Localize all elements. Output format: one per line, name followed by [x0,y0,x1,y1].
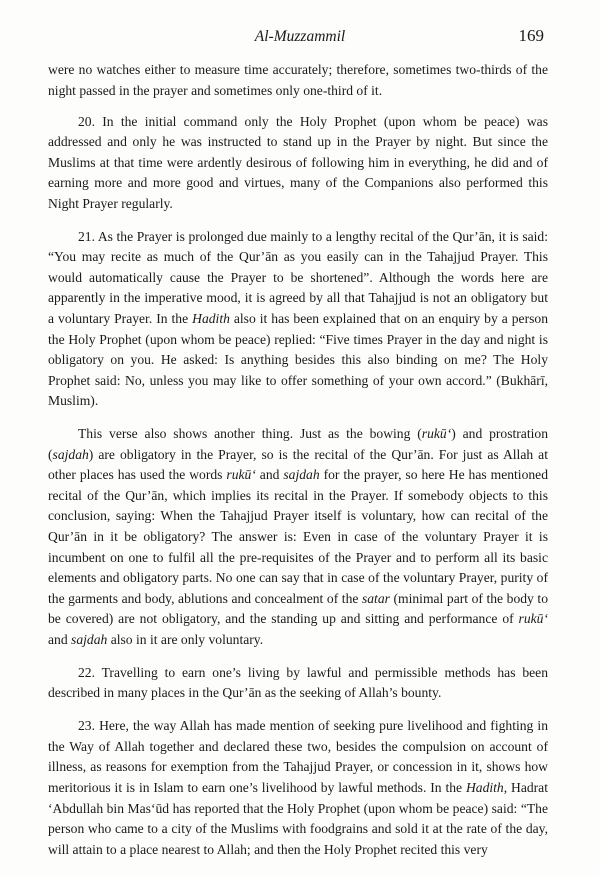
italic-term: Hadith [192,311,230,327]
text-run: 21. As the Prayer is prolonged due mainly to a lengthy recital of the Qur’ān, it is said: “You may recite as much of the Qur’ān as you easily can in the Tahajjud Prayer. This would automatically cause the Prayer to be shortened”. Although the words here are apparently in the imperative mood, it is agreed by all that Tahajjud is not an obligatory but a voluntary Prayer. In the [48,228,548,327]
italic-term: satar [361,590,390,606]
text-run: and [255,467,284,483]
italic-term: sajdah [283,467,320,483]
running-title: Al-Muzzammil [254,28,346,45]
paragraph-note-21 [48,227,548,412]
paragraph-note-22: 22. Travelling to earn one’s living by lawful and permissible methods has been described in many places in the Qur’ān as the seeking of Allah’s bounty. [48,664,548,701]
body-text [48,60,548,873]
paragraph-continuation: were no watches either to measure time accurately; therefore, sometimes two-thirds of the night passed in the prayer and sometimes only one-third of it. [48,62,548,98]
text-run: and [48,631,72,647]
paragraph-verse-shows [48,424,548,650]
italic-term: rukū‘ [421,426,452,442]
text-run: This verse also shows another thing. Just as the bowing ( [78,426,422,442]
italic-term: rukū‘ [226,467,256,483]
text-run: ) and prostration ( [48,426,548,462]
italic-term: sajdah [71,631,108,647]
text-run: also it has been explained that on an enquiry by a person the Holy Prophet (upon whom be peace) replied: “Five times Prayer in the day and night is obligatory on you. He asked: Is anything besides this also binding on me? The Holy Prophet said: No, unless you may like to offer something of your own accord.” (Bukhārī, Muslim). [48,311,548,409]
page-number: 169 [518,26,544,45]
text-run: , Hadrat ‘Abdullah bin Mas‘ūd has reported that the Holy Prophet (upon whom be peace) said: “The person who came to a city of the Muslims with foodgrains and sold it at the rate of the day, will attain to a place nearest to Allah; and then the Holy Prophet recited this very [48,780,548,857]
running-header [0,24,600,50]
paragraph-note-23 [48,716,548,860]
text-run: for the prayer, so here He has mentioned recital of the Qur’ān, which implies its recital in the Prayer. If somebody objects to this conclusion, saying: When the Tahajjud Prayer itself is voluntary, how can recital of the Qur’ān in it be obligatory? The answer is: Even in case of the voluntary Prayer it is incumbent on one to fulfil all the pre-requisites of the Prayer and to perform all its basic elements and obligatory parts. No one can say that in case of the voluntary Prayer, purity of the garments and body, ablutions and concealment of the [48,467,548,606]
italic-term: sajdah [52,446,89,462]
text-run: ) are obligatory in the Prayer, so is the recital of the Qur’ān. For just as Allah at other places has used the words [48,446,548,483]
text-run: (minimal part of the body to be covered) are not obligatory, and the standing up and sitting and performance of [48,590,548,627]
italic-term: Hadith [465,780,504,795]
italic-term: rukū‘ [518,611,548,627]
text-run: 23. Here, the way Allah has made mention of seeking pure livelihood and fighting in the Way of Allah together and declared these two, besides the compulsion on account of illness, as reasons for exemption from the Tahajjud Prayer, or concession in it, shows how meritorious it is in Islam to earn one’s livelihood by lawful methods. In the [48,718,548,795]
text-run: also in it are only voluntary. [107,631,264,647]
paragraph-note-20: 20. In the initial command only the Holy Prophet (upon whom be peace) was addressed and only he was instructed to stand up in the Prayer by night. But since the Muslims at that time were ardently desirous of following him in everything, he did and of earning more and more good and virtues, many of the Companions also performed this Night Prayer regularly. [48,113,548,211]
